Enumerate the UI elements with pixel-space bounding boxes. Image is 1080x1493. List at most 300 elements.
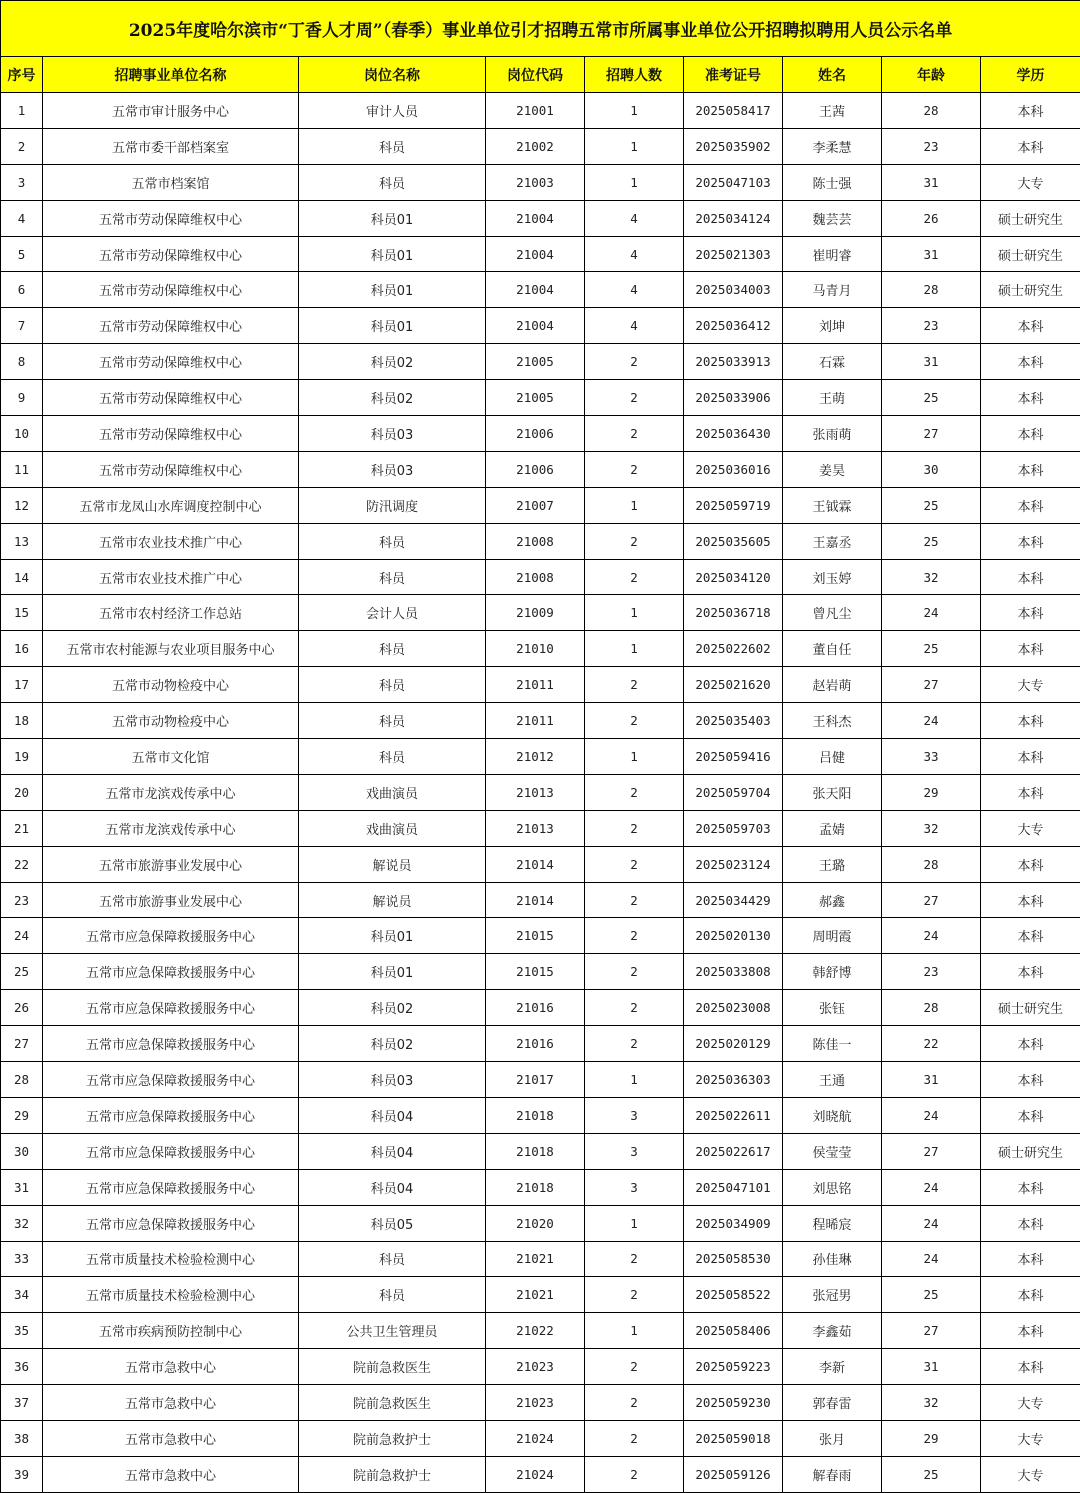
cell-name: 李新 xyxy=(783,1349,882,1385)
cell-education: 本科 xyxy=(981,1026,1080,1062)
cell-name: 李鑫茹 xyxy=(783,1313,882,1349)
cell-name: 张天阳 xyxy=(783,774,882,810)
cell-exam-id: 2025020130 xyxy=(684,918,783,954)
cell-seq: 29 xyxy=(1,1097,43,1133)
cell-position-code: 21023 xyxy=(486,1385,585,1421)
cell-name: 王萌 xyxy=(783,380,882,416)
cell-education: 本科 xyxy=(981,487,1080,523)
cell-unit: 五常市档案馆 xyxy=(43,164,299,200)
cell-education: 本科 xyxy=(981,1205,1080,1241)
table-row xyxy=(1,774,1080,810)
cell-education: 硕士研究生 xyxy=(981,272,1080,308)
cell-unit: 五常市动物检疫中心 xyxy=(43,703,299,739)
cell-unit: 五常市劳动保障维权中心 xyxy=(43,416,299,452)
cell-position: 会计人员 xyxy=(299,595,486,631)
cell-name: 郭春雷 xyxy=(783,1385,882,1421)
cell-age: 32 xyxy=(882,559,981,595)
table-row xyxy=(1,93,1080,129)
cell-unit: 五常市旅游事业发展中心 xyxy=(43,882,299,918)
cell-unit: 五常市旅游事业发展中心 xyxy=(43,846,299,882)
cell-hire-count: 2 xyxy=(585,954,684,990)
cell-unit: 五常市急救中心 xyxy=(43,1456,299,1492)
cell-position-code: 21018 xyxy=(486,1133,585,1169)
cell-exam-id: 2025034120 xyxy=(684,559,783,595)
cell-position-code: 21007 xyxy=(486,487,585,523)
cell-position: 科员 xyxy=(299,1241,486,1277)
cell-seq: 39 xyxy=(1,1456,43,1492)
cell-unit: 五常市龙滨戏传承中心 xyxy=(43,810,299,846)
cell-seq: 23 xyxy=(1,882,43,918)
cell-position-code: 21004 xyxy=(486,236,585,272)
cell-position: 科员04 xyxy=(299,1097,486,1133)
cell-exam-id: 2025034909 xyxy=(684,1205,783,1241)
cell-exam-id: 2025036430 xyxy=(684,416,783,452)
cell-exam-id: 2025047101 xyxy=(684,1169,783,1205)
cell-position: 科员01 xyxy=(299,200,486,236)
cell-position-code: 21021 xyxy=(486,1241,585,1277)
cell-age: 28 xyxy=(882,272,981,308)
cell-hire-count: 2 xyxy=(585,810,684,846)
cell-age: 23 xyxy=(882,128,981,164)
column-header-seq: 序号 xyxy=(1,57,43,93)
table-row xyxy=(1,1420,1080,1456)
cell-education: 本科 xyxy=(981,846,1080,882)
cell-exam-id: 2025059018 xyxy=(684,1420,783,1456)
cell-position: 科员 xyxy=(299,667,486,703)
cell-position-code: 21011 xyxy=(486,667,585,703)
cell-exam-id: 2025020129 xyxy=(684,1026,783,1062)
cell-unit: 五常市应急保障救援服务中心 xyxy=(43,1026,299,1062)
title-row xyxy=(1,1,1080,57)
cell-seq: 22 xyxy=(1,846,43,882)
cell-position: 科员05 xyxy=(299,1205,486,1241)
cell-name: 孟婧 xyxy=(783,810,882,846)
cell-unit: 五常市动物检疫中心 xyxy=(43,667,299,703)
cell-name: 韩舒博 xyxy=(783,954,882,990)
cell-exam-id: 2025033906 xyxy=(684,380,783,416)
cell-hire-count: 2 xyxy=(585,1420,684,1456)
cell-unit: 五常市文化馆 xyxy=(43,739,299,775)
cell-exam-id: 2025036016 xyxy=(684,451,783,487)
cell-exam-id: 2025023124 xyxy=(684,846,783,882)
table-row xyxy=(1,595,1080,631)
cell-hire-count: 2 xyxy=(585,451,684,487)
cell-position-code: 21020 xyxy=(486,1205,585,1241)
cell-age: 33 xyxy=(882,739,981,775)
cell-position-code: 21013 xyxy=(486,810,585,846)
cell-name: 马青月 xyxy=(783,272,882,308)
cell-unit: 五常市劳动保障维权中心 xyxy=(43,308,299,344)
cell-education: 本科 xyxy=(981,451,1080,487)
cell-position: 科员03 xyxy=(299,416,486,452)
cell-unit: 五常市农村经济工作总站 xyxy=(43,595,299,631)
cell-seq: 25 xyxy=(1,954,43,990)
cell-seq: 5 xyxy=(1,236,43,272)
cell-age: 28 xyxy=(882,846,981,882)
cell-seq: 9 xyxy=(1,380,43,416)
cell-position-code: 21013 xyxy=(486,774,585,810)
column-header-row xyxy=(1,57,1080,93)
cell-education: 本科 xyxy=(981,380,1080,416)
cell-name: 孙佳琳 xyxy=(783,1241,882,1277)
cell-position: 科员 xyxy=(299,128,486,164)
cell-position-code: 21024 xyxy=(486,1456,585,1492)
column-header-position-code: 岗位代码 xyxy=(486,57,585,93)
cell-exam-id: 2025035902 xyxy=(684,128,783,164)
cell-position: 院前急救医生 xyxy=(299,1385,486,1421)
table-row xyxy=(1,1241,1080,1277)
cell-exam-id: 2025036303 xyxy=(684,1062,783,1098)
cell-education: 本科 xyxy=(981,1062,1080,1098)
cell-exam-id: 2025058530 xyxy=(684,1241,783,1277)
table-row xyxy=(1,954,1080,990)
cell-unit: 五常市疾病预防控制中心 xyxy=(43,1313,299,1349)
cell-hire-count: 1 xyxy=(585,595,684,631)
cell-name: 侯莹莹 xyxy=(783,1133,882,1169)
cell-name: 王茜 xyxy=(783,93,882,129)
cell-education: 本科 xyxy=(981,595,1080,631)
cell-position-code: 21024 xyxy=(486,1420,585,1456)
cell-position: 审计人员 xyxy=(299,93,486,129)
cell-position-code: 21014 xyxy=(486,882,585,918)
table-row xyxy=(1,1349,1080,1385)
cell-education: 本科 xyxy=(981,308,1080,344)
cell-name: 刘玉婷 xyxy=(783,559,882,595)
cell-exam-id: 2025035605 xyxy=(684,523,783,559)
cell-education: 本科 xyxy=(981,1169,1080,1205)
cell-position: 科员02 xyxy=(299,344,486,380)
cell-position-code: 21009 xyxy=(486,595,585,631)
cell-hire-count: 1 xyxy=(585,487,684,523)
cell-unit: 五常市劳动保障维权中心 xyxy=(43,272,299,308)
cell-age: 24 xyxy=(882,595,981,631)
cell-seq: 37 xyxy=(1,1385,43,1421)
table-row xyxy=(1,810,1080,846)
cell-exam-id: 2025034003 xyxy=(684,272,783,308)
table-row xyxy=(1,1385,1080,1421)
cell-seq: 16 xyxy=(1,631,43,667)
cell-seq: 19 xyxy=(1,739,43,775)
cell-position: 院前急救医生 xyxy=(299,1349,486,1385)
table-row xyxy=(1,416,1080,452)
cell-unit: 五常市农村能源与农业项目服务中心 xyxy=(43,631,299,667)
cell-position-code: 21018 xyxy=(486,1097,585,1133)
cell-hire-count: 2 xyxy=(585,344,684,380)
cell-seq: 3 xyxy=(1,164,43,200)
cell-hire-count: 1 xyxy=(585,93,684,129)
cell-seq: 26 xyxy=(1,990,43,1026)
cell-hire-count: 2 xyxy=(585,882,684,918)
cell-education: 大专 xyxy=(981,1456,1080,1492)
cell-education: 大专 xyxy=(981,164,1080,200)
cell-hire-count: 2 xyxy=(585,846,684,882)
cell-exam-id: 2025034124 xyxy=(684,200,783,236)
cell-position: 科员01 xyxy=(299,918,486,954)
cell-exam-id: 2025022611 xyxy=(684,1097,783,1133)
cell-unit: 五常市劳动保障维权中心 xyxy=(43,236,299,272)
cell-hire-count: 2 xyxy=(585,416,684,452)
cell-name: 王璐 xyxy=(783,846,882,882)
cell-age: 32 xyxy=(882,1385,981,1421)
cell-education: 本科 xyxy=(981,344,1080,380)
cell-position: 科员 xyxy=(299,1277,486,1313)
cell-hire-count: 2 xyxy=(585,990,684,1026)
cell-position-code: 21005 xyxy=(486,380,585,416)
cell-hire-count: 2 xyxy=(585,559,684,595)
cell-education: 本科 xyxy=(981,1277,1080,1313)
cell-name: 曾凡尘 xyxy=(783,595,882,631)
cell-education: 硕士研究生 xyxy=(981,1133,1080,1169)
cell-seq: 31 xyxy=(1,1169,43,1205)
cell-name: 王嘉丞 xyxy=(783,523,882,559)
cell-unit: 五常市急救中心 xyxy=(43,1349,299,1385)
cell-age: 25 xyxy=(882,380,981,416)
cell-name: 陈士强 xyxy=(783,164,882,200)
cell-hire-count: 3 xyxy=(585,1097,684,1133)
cell-seq: 24 xyxy=(1,918,43,954)
cell-hire-count: 2 xyxy=(585,523,684,559)
cell-position: 科员01 xyxy=(299,236,486,272)
cell-position: 科员01 xyxy=(299,954,486,990)
cell-position: 科员 xyxy=(299,559,486,595)
cell-name: 赵岩萌 xyxy=(783,667,882,703)
cell-hire-count: 3 xyxy=(585,1169,684,1205)
cell-unit: 五常市应急保障救援服务中心 xyxy=(43,918,299,954)
cell-hire-count: 4 xyxy=(585,200,684,236)
cell-unit: 五常市劳动保障维权中心 xyxy=(43,380,299,416)
cell-hire-count: 2 xyxy=(585,1277,684,1313)
cell-age: 24 xyxy=(882,1097,981,1133)
cell-exam-id: 2025035403 xyxy=(684,703,783,739)
cell-unit: 五常市应急保障救援服务中心 xyxy=(43,1062,299,1098)
cell-position: 科员03 xyxy=(299,1062,486,1098)
cell-name: 张钰 xyxy=(783,990,882,1026)
cell-exam-id: 2025059230 xyxy=(684,1385,783,1421)
cell-position: 科员04 xyxy=(299,1169,486,1205)
cell-position-code: 21004 xyxy=(486,200,585,236)
cell-hire-count: 1 xyxy=(585,739,684,775)
cell-age: 27 xyxy=(882,416,981,452)
cell-seq: 13 xyxy=(1,523,43,559)
cell-age: 25 xyxy=(882,1277,981,1313)
cell-age: 28 xyxy=(882,990,981,1026)
cell-name: 吕健 xyxy=(783,739,882,775)
cell-education: 大专 xyxy=(981,1420,1080,1456)
cell-exam-id: 2025058522 xyxy=(684,1277,783,1313)
cell-name: 张月 xyxy=(783,1420,882,1456)
cell-seq: 14 xyxy=(1,559,43,595)
cell-unit: 五常市龙滨戏传承中心 xyxy=(43,774,299,810)
cell-position-code: 21006 xyxy=(486,416,585,452)
cell-position-code: 21017 xyxy=(486,1062,585,1098)
cell-position-code: 21016 xyxy=(486,1026,585,1062)
cell-exam-id: 2025059703 xyxy=(684,810,783,846)
table-row xyxy=(1,1277,1080,1313)
page-title: 2025年度哈尔滨市“丁香人才周”（春季）事业单位引才招聘五常市所属事业单位公开招聘拟聘用人员公示名单 xyxy=(1,1,1080,57)
cell-hire-count: 1 xyxy=(585,631,684,667)
table-row xyxy=(1,1169,1080,1205)
cell-age: 23 xyxy=(882,954,981,990)
cell-age: 25 xyxy=(882,523,981,559)
cell-hire-count: 2 xyxy=(585,918,684,954)
cell-seq: 15 xyxy=(1,595,43,631)
cell-position-code: 21014 xyxy=(486,846,585,882)
cell-seq: 28 xyxy=(1,1062,43,1098)
cell-age: 30 xyxy=(882,451,981,487)
cell-education: 大专 xyxy=(981,1385,1080,1421)
cell-seq: 30 xyxy=(1,1133,43,1169)
cell-education: 本科 xyxy=(981,523,1080,559)
cell-education: 本科 xyxy=(981,1241,1080,1277)
cell-name: 郝鑫 xyxy=(783,882,882,918)
cell-position: 科员 xyxy=(299,523,486,559)
cell-hire-count: 2 xyxy=(585,1026,684,1062)
cell-position-code: 21008 xyxy=(486,523,585,559)
cell-exam-id: 2025034429 xyxy=(684,882,783,918)
cell-hire-count: 2 xyxy=(585,703,684,739)
cell-exam-id: 2025023008 xyxy=(684,990,783,1026)
table-row xyxy=(1,451,1080,487)
table-row xyxy=(1,1062,1080,1098)
cell-education: 大专 xyxy=(981,667,1080,703)
cell-age: 27 xyxy=(882,1133,981,1169)
cell-position: 解说员 xyxy=(299,846,486,882)
cell-education: 本科 xyxy=(981,559,1080,595)
cell-name: 刘思铭 xyxy=(783,1169,882,1205)
cell-seq: 17 xyxy=(1,667,43,703)
cell-position: 科员 xyxy=(299,164,486,200)
cell-seq: 36 xyxy=(1,1349,43,1385)
table-row xyxy=(1,200,1080,236)
cell-seq: 34 xyxy=(1,1277,43,1313)
cell-position: 科员02 xyxy=(299,990,486,1026)
cell-position: 科员04 xyxy=(299,1133,486,1169)
cell-name: 刘晓航 xyxy=(783,1097,882,1133)
table-row xyxy=(1,164,1080,200)
cell-name: 董自任 xyxy=(783,631,882,667)
cell-unit: 五常市龙凤山水库调度控制中心 xyxy=(43,487,299,523)
cell-age: 27 xyxy=(882,882,981,918)
cell-hire-count: 3 xyxy=(585,1133,684,1169)
cell-unit: 五常市急救中心 xyxy=(43,1420,299,1456)
cell-education: 本科 xyxy=(981,416,1080,452)
cell-exam-id: 2025059719 xyxy=(684,487,783,523)
cell-exam-id: 2025033913 xyxy=(684,344,783,380)
table-row xyxy=(1,308,1080,344)
cell-name: 李柔慧 xyxy=(783,128,882,164)
cell-education: 本科 xyxy=(981,1097,1080,1133)
cell-hire-count: 1 xyxy=(585,1062,684,1098)
cell-unit: 五常市劳动保障维权中心 xyxy=(43,451,299,487)
table-row xyxy=(1,1205,1080,1241)
cell-exam-id: 2025021303 xyxy=(684,236,783,272)
cell-position-code: 21016 xyxy=(486,990,585,1026)
cell-age: 31 xyxy=(882,1062,981,1098)
cell-position-code: 21021 xyxy=(486,1277,585,1313)
cell-position: 科员 xyxy=(299,631,486,667)
cell-education: 本科 xyxy=(981,93,1080,129)
cell-exam-id: 2025059126 xyxy=(684,1456,783,1492)
cell-education: 本科 xyxy=(981,954,1080,990)
column-header-hire-count: 招聘人数 xyxy=(585,57,684,93)
cell-age: 31 xyxy=(882,236,981,272)
cell-unit: 五常市应急保障救援服务中心 xyxy=(43,1133,299,1169)
cell-unit: 五常市应急保障救援服务中心 xyxy=(43,1205,299,1241)
cell-age: 31 xyxy=(882,164,981,200)
cell-hire-count: 2 xyxy=(585,380,684,416)
cell-position-code: 21015 xyxy=(486,954,585,990)
cell-name: 魏芸芸 xyxy=(783,200,882,236)
column-header-exam-id: 准考证号 xyxy=(684,57,783,93)
table-row xyxy=(1,1026,1080,1062)
cell-education: 本科 xyxy=(981,128,1080,164)
cell-hire-count: 1 xyxy=(585,1313,684,1349)
cell-position-code: 21003 xyxy=(486,164,585,200)
cell-unit: 五常市劳动保障维权中心 xyxy=(43,200,299,236)
table-row xyxy=(1,1133,1080,1169)
cell-age: 29 xyxy=(882,1420,981,1456)
cell-seq: 7 xyxy=(1,308,43,344)
cell-age: 28 xyxy=(882,93,981,129)
cell-education: 硕士研究生 xyxy=(981,236,1080,272)
cell-seq: 32 xyxy=(1,1205,43,1241)
column-header-name: 姓名 xyxy=(783,57,882,93)
cell-age: 32 xyxy=(882,810,981,846)
cell-name: 石霖 xyxy=(783,344,882,380)
cell-hire-count: 4 xyxy=(585,272,684,308)
cell-position-code: 21005 xyxy=(486,344,585,380)
cell-education: 本科 xyxy=(981,631,1080,667)
cell-seq: 2 xyxy=(1,128,43,164)
cell-name: 王通 xyxy=(783,1062,882,1098)
cell-hire-count: 1 xyxy=(585,1205,684,1241)
cell-unit: 五常市应急保障救援服务中心 xyxy=(43,954,299,990)
cell-position: 戏曲演员 xyxy=(299,810,486,846)
cell-name: 解春雨 xyxy=(783,1456,882,1492)
cell-hire-count: 2 xyxy=(585,774,684,810)
table-row xyxy=(1,918,1080,954)
cell-hire-count: 1 xyxy=(585,164,684,200)
cell-position-code: 21022 xyxy=(486,1313,585,1349)
cell-seq: 4 xyxy=(1,200,43,236)
cell-age: 24 xyxy=(882,1169,981,1205)
cell-education: 大专 xyxy=(981,810,1080,846)
cell-unit: 五常市质量技术检验检测中心 xyxy=(43,1277,299,1313)
cell-position: 解说员 xyxy=(299,882,486,918)
cell-unit: 五常市农业技术推广中心 xyxy=(43,559,299,595)
cell-age: 31 xyxy=(882,344,981,380)
cell-exam-id: 2025022617 xyxy=(684,1133,783,1169)
cell-position-code: 21004 xyxy=(486,272,585,308)
cell-age: 23 xyxy=(882,308,981,344)
cell-age: 24 xyxy=(882,918,981,954)
cell-age: 25 xyxy=(882,487,981,523)
cell-position-code: 21018 xyxy=(486,1169,585,1205)
cell-position: 公共卫生管理员 xyxy=(299,1313,486,1349)
column-header-age: 年龄 xyxy=(882,57,981,93)
cell-education: 本科 xyxy=(981,882,1080,918)
cell-position: 科员02 xyxy=(299,380,486,416)
cell-position: 防汛调度 xyxy=(299,487,486,523)
cell-seq: 12 xyxy=(1,487,43,523)
cell-hire-count: 2 xyxy=(585,1349,684,1385)
column-header-education: 学历 xyxy=(981,57,1080,93)
table-row xyxy=(1,1313,1080,1349)
cell-seq: 18 xyxy=(1,703,43,739)
cell-position: 科员 xyxy=(299,703,486,739)
table-row xyxy=(1,703,1080,739)
table-row xyxy=(1,236,1080,272)
